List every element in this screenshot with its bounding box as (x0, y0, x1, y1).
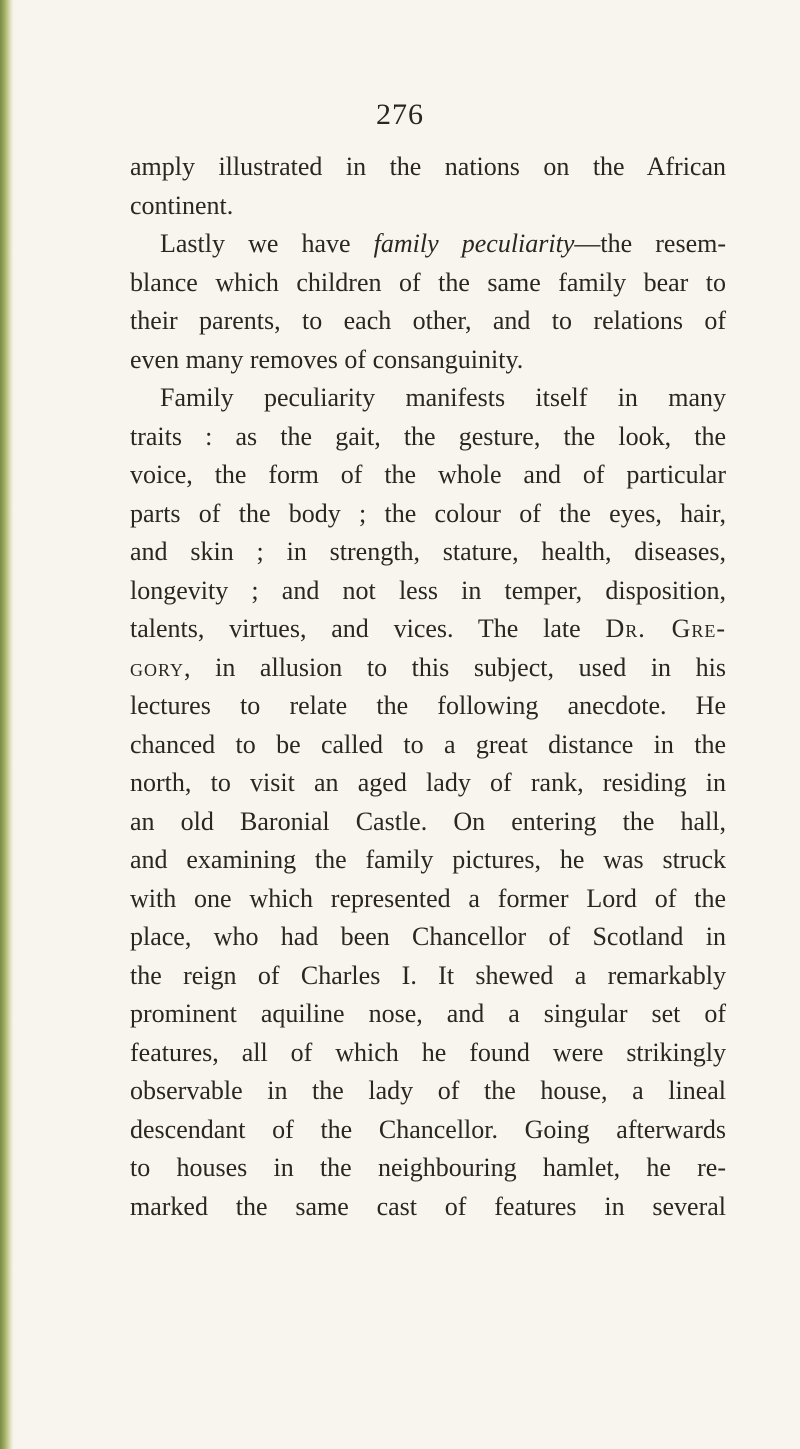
text-line: voice, the form of the whole and of particular (130, 460, 726, 489)
text-line: lectures to relate the following anecdote. He (130, 691, 726, 720)
text-line: prominent aquiline nose, and a singular set of (130, 999, 726, 1028)
text-line: an old Baronial Castle. On entering the hall, (130, 806, 726, 836)
page-number: 276 (376, 98, 424, 131)
page-binding-edge (0, 0, 14, 1449)
text-line: observable in the lady of the house, a lineal (130, 1076, 726, 1105)
text-line: Lastly we have family peculiarity—the resem- (160, 229, 726, 258)
text-line: chanced to be called to a great distance in the (130, 729, 726, 759)
text-line: gory, in allusion to this subject, used in his (130, 652, 726, 682)
text-line: with one which represented a former Lord of the (130, 883, 726, 913)
text-line: Family peculiarity manifests itself in many (160, 383, 726, 412)
text-line: features, all of which he found were strikingly (130, 1037, 726, 1067)
text-line: and skin ; in strength, stature, health, diseases, (130, 537, 726, 566)
text-line: even many removes of consanguinity. (130, 344, 524, 374)
text-line: descendant of the Chancellor. Going afterwards (130, 1114, 726, 1144)
text-line: parts of the body ; the colour of the eyes, hair, (130, 498, 726, 528)
text-line: north, to visit an aged lady of rank, residing in (130, 768, 726, 797)
text-line: and examining the family pictures, he was struck (130, 845, 726, 874)
text-line: their parents, to each other, and to relations of (130, 306, 726, 335)
text-line: marked the same cast of features in several (130, 1191, 726, 1221)
name-dr-gregory: Dr. Gre- (605, 614, 727, 643)
text-line: to houses in the neighbouring hamlet, he re- (130, 1153, 726, 1182)
text-line: continent. (130, 190, 234, 220)
text-line: amply illustrated in the nations on the African (130, 152, 726, 181)
text-line: talents, virtues, and vices. The late Dr. Gre- (130, 614, 727, 643)
text-line: traits : as the gait, the gesture, the look, the (130, 421, 726, 451)
text-line: the reign of Charles I. It shewed a remarkably (130, 960, 726, 990)
text-line: blance which children of the same family bear to (130, 267, 726, 297)
emphasis-family-peculiarity: family peculiarity (373, 229, 575, 258)
name-gregory-continued: gory (130, 652, 185, 682)
text-line: place, who had been Chancellor of Scotland in (130, 922, 726, 951)
body-text (130, 148, 726, 1226)
text-line: longevity ; and not less in temper, disposition, (130, 575, 726, 605)
